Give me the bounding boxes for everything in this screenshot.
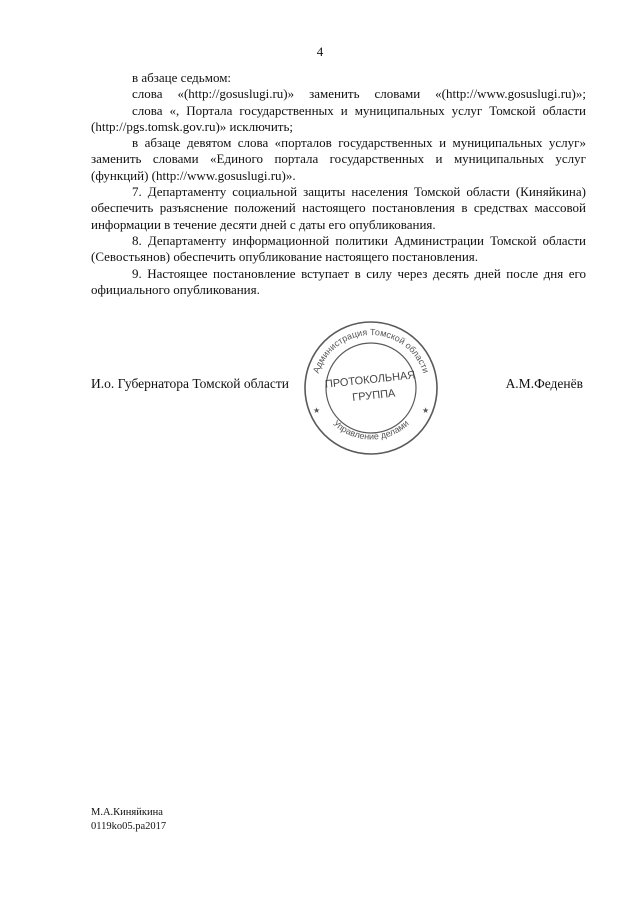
protocol-stamp (301, 318, 441, 458)
paragraph: 7. Департаменту социальной защиты населения Томской области (Киняйкина) обеспечить разъяснение положений настоящего постановления в средствах массовой информации в течение десяти дней с даты его опубликования. (91, 184, 586, 232)
paragraph: в абзаце девятом слова «порталов государственных и муниципальных услуг» заменить словами «Единого портала государственных и муниципальных услуг (функций) (http://www.gosuslugi.ru)». (91, 135, 586, 183)
signatory-title: И.о. Губернатора Томской области (91, 376, 289, 391)
star-icon: ★ (422, 406, 430, 415)
stamp-center-line1: ПРОТОКОЛЬНАЯ (324, 369, 416, 391)
page-number: 4 (316, 44, 324, 59)
stamp-ring-text-bottom: Управление делами (331, 418, 411, 442)
stamp-center-line2: ГРУППА (351, 387, 396, 404)
document-body (91, 70, 586, 298)
stamp-ring-text-top: Администрация Томской области (310, 326, 432, 375)
paragraph: 8. Департаменту информационной политики Администрации Томской области (Севостьянов) обеспечить опубликование настоящего постановления. (91, 232, 586, 265)
signatory-name: А.М.Феденёв (505, 376, 583, 391)
footer-author: М.А.Киняйкина (91, 807, 163, 818)
footer-code: 0119ko05.pa2017 (91, 821, 167, 832)
paragraph: 9. Настоящее постановление вступает в силу через десять дней после дня его официального опубликования. (91, 265, 586, 297)
paragraph: слова «, Портала государственных и муниципальных услуг Томской области (http://pgs.tomsk.gov.ru)» исключить; (91, 102, 586, 134)
footer (91, 806, 166, 834)
star-icon: ★ (313, 406, 321, 415)
paragraph: в абзаце седьмом: (132, 70, 232, 85)
paragraph: слова «(http://gosuslugi.ru)» заменить словами «(http://www.gosuslugi.ru)»; (132, 86, 586, 102)
